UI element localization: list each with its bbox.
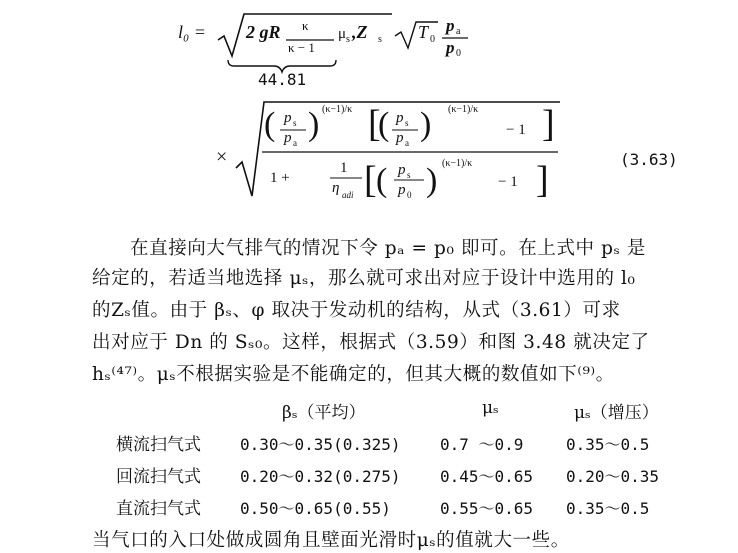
eq-eta-sub: adi (342, 190, 354, 200)
table-header-mu: μₛ (482, 398, 499, 418)
table-header-beta: βₛ（平均） (282, 403, 366, 423)
table-cell-mu-boost: 0.20～0.35 (566, 467, 660, 486)
eq-ps-3-sub: s (407, 170, 411, 180)
paragraph-line-5: hₛ⁽⁴⁷⁾。μₛ不根据实验是不能确定的，但其大概的数值如下⁽⁹⁾。 (92, 364, 615, 385)
table-cell-mu: 0.7 ～0.9 (440, 435, 524, 454)
eq-pa-num: p (446, 16, 455, 35)
table-cell-mu: 0.55～0.65 (440, 499, 534, 518)
eq-ps-1: p (284, 110, 292, 126)
eq-p0-den: p (446, 38, 455, 57)
eq-paren-r3: ) (426, 162, 438, 199)
eq-t: T (418, 22, 429, 42)
table-header-mu-boost: μₛ（增压） (574, 403, 659, 423)
eq-bracket-l1: [ (368, 103, 381, 145)
paragraph-line-4: 出对应于 Dn 的 Sₛ₀。这样，根据式（3.59）和图 3.48 就决定了 (92, 332, 650, 353)
eq-ps-3: p (398, 162, 406, 178)
eq-bracket-l2: [ (364, 159, 377, 201)
eq-p0-3: p (398, 182, 406, 198)
eq-p0-den-sub: 0 (456, 48, 461, 59)
eq-z: ,Z (352, 22, 368, 42)
eq-kappa-num: κ (302, 18, 309, 33)
eq-t-sub: 0 (430, 34, 435, 45)
eq-paren-r1: ) (308, 106, 320, 143)
eq-ps-1-sub: s (293, 118, 297, 128)
eq-pa-2: p (396, 130, 404, 146)
table-row-label: 直流扫气式 (116, 499, 201, 519)
eq-mu-sub: s (346, 34, 350, 45)
eq-z-sub: s (378, 34, 382, 45)
eq-p0-3-sub: 0 (407, 190, 412, 200)
eq-bracket-r1: ] (542, 103, 555, 145)
eq-pa-num-sub: a (456, 26, 461, 37)
paragraph-line-1: 在直接向大气排气的情况下令 pₐ = p₀ 即可。在上式中 pₛ 是 (130, 238, 646, 259)
eq-paren-r2: ) (420, 106, 432, 143)
eq-minus-one-2: − 1 (498, 174, 518, 190)
eq-ps-2-sub: s (405, 118, 409, 128)
paragraph-line-2: 给定的，若适当地选择 μₛ，那么就可求出对应于设计中选用的 l₀ (92, 268, 636, 289)
eq-brace-value: 44.81 (258, 70, 307, 89)
paragraph-line-3: 的Zₛ值。由于 βₛ、φ 取决于发动机的结构，从式（3.61）可求 (92, 300, 621, 321)
eq-pa-1-sub: a (293, 138, 297, 148)
eq-paren-l3: ( (376, 162, 388, 199)
equation-number: (3.63) (620, 150, 678, 169)
eq-kappa-den: κ − 1 (288, 40, 315, 55)
eq-times: × (216, 146, 228, 168)
table-row-label: 回流扫气式 (116, 467, 201, 487)
eq-pa-2-sub: a (405, 138, 409, 148)
table-cell-beta: 0.50～0.65(0.55) (240, 499, 391, 518)
eq-mu: μ (338, 26, 347, 42)
eq-one: 1 (340, 160, 348, 176)
footer-sentence: 当气口的入口处做成圆角且壁面光滑时μₛ的值就大一些。 (92, 530, 570, 551)
eq-exp-2: (κ−1)/κ (448, 104, 479, 115)
eq-paren-l2: ( (378, 106, 390, 143)
eq-pa-1: p (284, 130, 292, 146)
eq-one-plus: 1 + (270, 170, 290, 186)
eq-bracket-r2: ] (536, 159, 549, 201)
eq-minus-one-1: − 1 (506, 122, 526, 138)
eq-coef: 2 gR (246, 22, 281, 42)
eq-ps-2: p (396, 110, 404, 126)
table-cell-mu-boost: 0.35～0.5 (566, 499, 650, 518)
eq-eta: η (332, 180, 340, 196)
table-cell-mu: 0.45～0.65 (440, 467, 534, 486)
eq-paren-l1: ( (264, 106, 276, 143)
eq-lhs: l₀ = (178, 22, 206, 42)
table-cell-beta: 0.30～0.35(0.325) (240, 435, 401, 454)
table-cell-beta: 0.20～0.32(0.275) (240, 467, 401, 486)
table-row-label: 横流扫气式 (116, 435, 201, 455)
eq-exp-3: (κ−1)/κ (442, 158, 473, 169)
table-cell-mu-boost: 0.35～0.5 (566, 435, 650, 454)
eq-exp-1: (κ−1)/κ (322, 104, 353, 115)
